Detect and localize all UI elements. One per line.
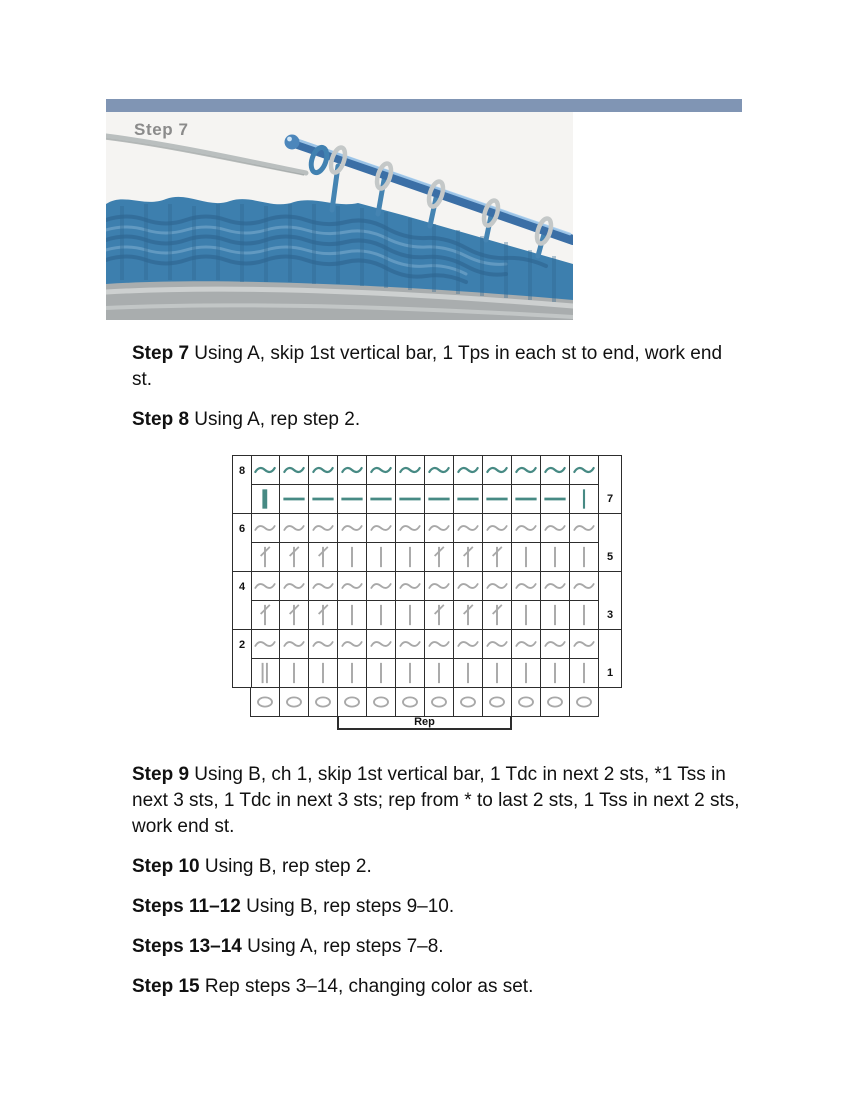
step-label: Step 15 xyxy=(132,976,200,997)
symbol-vbar xyxy=(308,658,338,688)
symbol-wave xyxy=(337,513,367,543)
symbol-wave xyxy=(569,629,599,659)
row-number: 7 xyxy=(606,492,614,505)
symbol-vbar xyxy=(511,542,541,572)
step-text: Using A, rep steps 7–8. xyxy=(241,936,444,957)
step-paragraph xyxy=(132,854,747,880)
symbol-wave xyxy=(453,513,483,543)
symbol-wave_t xyxy=(366,455,396,485)
crochet-photo-illustration xyxy=(106,112,573,320)
symbol-hdash_t xyxy=(424,484,454,514)
symbol-chain xyxy=(540,687,570,717)
stitch-chart xyxy=(232,455,623,735)
instructions-bottom xyxy=(132,762,747,1000)
step-label: Step 8 xyxy=(132,409,190,430)
row-number: 4 xyxy=(238,580,246,593)
symbol-tps xyxy=(250,542,280,572)
symbol-wave xyxy=(395,571,425,601)
symbol-wave xyxy=(540,571,570,601)
row-label-right xyxy=(598,629,622,688)
row-number: 5 xyxy=(606,550,614,563)
symbol-hdash_t xyxy=(453,484,483,514)
symbol-wave xyxy=(250,571,280,601)
symbol-chain xyxy=(395,687,425,717)
symbol-hdash_t xyxy=(366,484,396,514)
symbol-wave xyxy=(250,513,280,543)
symbol-chain xyxy=(250,687,280,717)
row-number: 6 xyxy=(238,522,246,535)
symbol-wave_t xyxy=(395,455,425,485)
symbol-vbar xyxy=(279,658,309,688)
symbol-wave xyxy=(511,513,541,543)
step-photo xyxy=(106,112,573,320)
symbol-wave xyxy=(482,629,512,659)
symbol-wave_t xyxy=(511,455,541,485)
symbol-wave_t xyxy=(540,455,570,485)
symbol-hdash_t xyxy=(395,484,425,514)
step-text: Using A, rep step 2. xyxy=(189,409,361,430)
symbol-tps xyxy=(250,600,280,630)
row-label-right xyxy=(598,513,622,572)
row-label-right xyxy=(598,455,622,514)
symbol-wave xyxy=(424,571,454,601)
row-label-right xyxy=(598,571,622,630)
symbol-wave xyxy=(511,571,541,601)
step-label: Step 10 xyxy=(132,856,200,877)
symbol-wave xyxy=(337,571,367,601)
symbol-tps xyxy=(482,600,512,630)
symbol-vbar xyxy=(511,658,541,688)
symbol-vbar xyxy=(453,658,483,688)
symbol-chain xyxy=(569,687,599,717)
symbol-vbar xyxy=(569,600,599,630)
symbol-vbar xyxy=(540,600,570,630)
symbol-hdash_t xyxy=(279,484,309,514)
symbol-wave xyxy=(511,629,541,659)
symbol-wave_t xyxy=(482,455,512,485)
symbol-wave_t xyxy=(250,455,280,485)
accent-bar xyxy=(106,99,742,112)
symbol-hdash_t xyxy=(482,484,512,514)
step-text: Using A, skip 1st vertical bar, 1 Tps in each st to end, work end st. xyxy=(132,343,723,390)
symbol-hdash_t xyxy=(511,484,541,514)
symbol-tps xyxy=(482,542,512,572)
symbol-wave xyxy=(308,513,338,543)
symbol-tps xyxy=(424,542,454,572)
symbol-vbar xyxy=(337,542,367,572)
symbol-chain xyxy=(424,687,454,717)
symbol-tps xyxy=(308,542,338,572)
symbol-wave xyxy=(395,629,425,659)
row-label-left xyxy=(232,455,252,514)
symbol-tps xyxy=(308,600,338,630)
symbol-wave xyxy=(308,629,338,659)
symbol-wave xyxy=(366,629,396,659)
symbol-vbar xyxy=(366,658,396,688)
symbol-vbar xyxy=(482,658,512,688)
symbol-wave xyxy=(279,513,309,543)
symbol-vbar xyxy=(366,542,396,572)
step-text: Using B, rep step 2. xyxy=(199,856,372,877)
symbol-wave xyxy=(337,629,367,659)
step-paragraph xyxy=(132,974,747,1000)
symbol-chain xyxy=(453,687,483,717)
symbol-wave xyxy=(395,513,425,543)
row-number: 3 xyxy=(606,608,614,621)
step-paragraph xyxy=(132,894,747,920)
symbol-tps xyxy=(453,542,483,572)
symbol-vthin_t xyxy=(569,484,599,514)
symbol-wave_t xyxy=(424,455,454,485)
row-number: 8 xyxy=(238,464,246,477)
symbol-wave xyxy=(424,629,454,659)
symbol-wave_t xyxy=(337,455,367,485)
symbol-wave_t xyxy=(569,455,599,485)
symbol-vbar xyxy=(511,600,541,630)
step-paragraph xyxy=(132,407,747,433)
repeat-label: Rep xyxy=(414,716,435,728)
symbol-chain xyxy=(308,687,338,717)
symbol-wave xyxy=(279,571,309,601)
symbol-vbar xyxy=(424,658,454,688)
symbol-chain xyxy=(337,687,367,717)
symbol-vbar xyxy=(569,658,599,688)
step-text: Using B, ch 1, skip 1st vertical bar, 1 Tdc in next 2 sts, *1 Tss in next 3 sts, 1 Tdc in next 3 sts; rep from * to last 2 sts, 1 Tss in next 2 sts, work end st. xyxy=(132,764,740,837)
symbol-tps xyxy=(279,600,309,630)
symbol-wave xyxy=(569,513,599,543)
symbol-vbar xyxy=(366,600,396,630)
symbol-wave xyxy=(366,571,396,601)
symbol-vbar xyxy=(395,542,425,572)
symbol-wave_t xyxy=(453,455,483,485)
photo-step-label: Step 7 xyxy=(134,120,189,139)
symbol-vbar xyxy=(395,658,425,688)
symbol-chain xyxy=(482,687,512,717)
symbol-wave xyxy=(366,513,396,543)
step-paragraph xyxy=(132,934,747,960)
symbol-tps xyxy=(424,600,454,630)
symbol-vbar xyxy=(540,658,570,688)
symbol-vbar xyxy=(337,600,367,630)
repeat-bracket xyxy=(337,716,512,730)
symbol-tps xyxy=(279,542,309,572)
symbol-vbar xyxy=(540,542,570,572)
symbol-hdash_t xyxy=(540,484,570,514)
symbol-vthick_t xyxy=(250,484,280,514)
symbol-wave xyxy=(453,571,483,601)
symbol-hdash_t xyxy=(337,484,367,514)
symbol-chain xyxy=(366,687,396,717)
step-label: Steps 11–12 xyxy=(132,896,241,917)
symbol-chain xyxy=(279,687,309,717)
symbol-wave xyxy=(453,629,483,659)
symbol-wave xyxy=(424,513,454,543)
instructions-top xyxy=(132,341,747,433)
symbol-wave xyxy=(482,513,512,543)
symbol-vbar xyxy=(569,542,599,572)
step-paragraph xyxy=(132,341,747,393)
step-label: Step 7 xyxy=(132,343,190,364)
step-label: Steps 13–14 xyxy=(132,936,242,957)
step-label: Step 9 xyxy=(132,764,190,785)
symbol-chain xyxy=(511,687,541,717)
step-paragraph xyxy=(132,762,747,840)
symbol-vbar xyxy=(337,658,367,688)
symbol-wave xyxy=(308,571,338,601)
symbol-wave xyxy=(540,513,570,543)
row-label-left xyxy=(232,629,252,688)
row-number: 1 xyxy=(606,666,614,679)
symbol-hdash_t xyxy=(308,484,338,514)
row-label-left xyxy=(232,571,252,630)
symbol-dbar xyxy=(250,658,280,688)
symbol-wave_t xyxy=(279,455,309,485)
step-text: Rep steps 3–14, changing color as set. xyxy=(199,976,534,997)
symbol-tps xyxy=(453,600,483,630)
symbol-wave xyxy=(250,629,280,659)
symbol-wave xyxy=(540,629,570,659)
row-number: 2 xyxy=(238,638,246,651)
row-label-left xyxy=(232,513,252,572)
step-text: Using B, rep steps 9–10. xyxy=(240,896,455,917)
symbol-wave xyxy=(279,629,309,659)
symbol-wave_t xyxy=(308,455,338,485)
symbol-wave xyxy=(569,571,599,601)
symbol-wave xyxy=(482,571,512,601)
symbol-vbar xyxy=(395,600,425,630)
